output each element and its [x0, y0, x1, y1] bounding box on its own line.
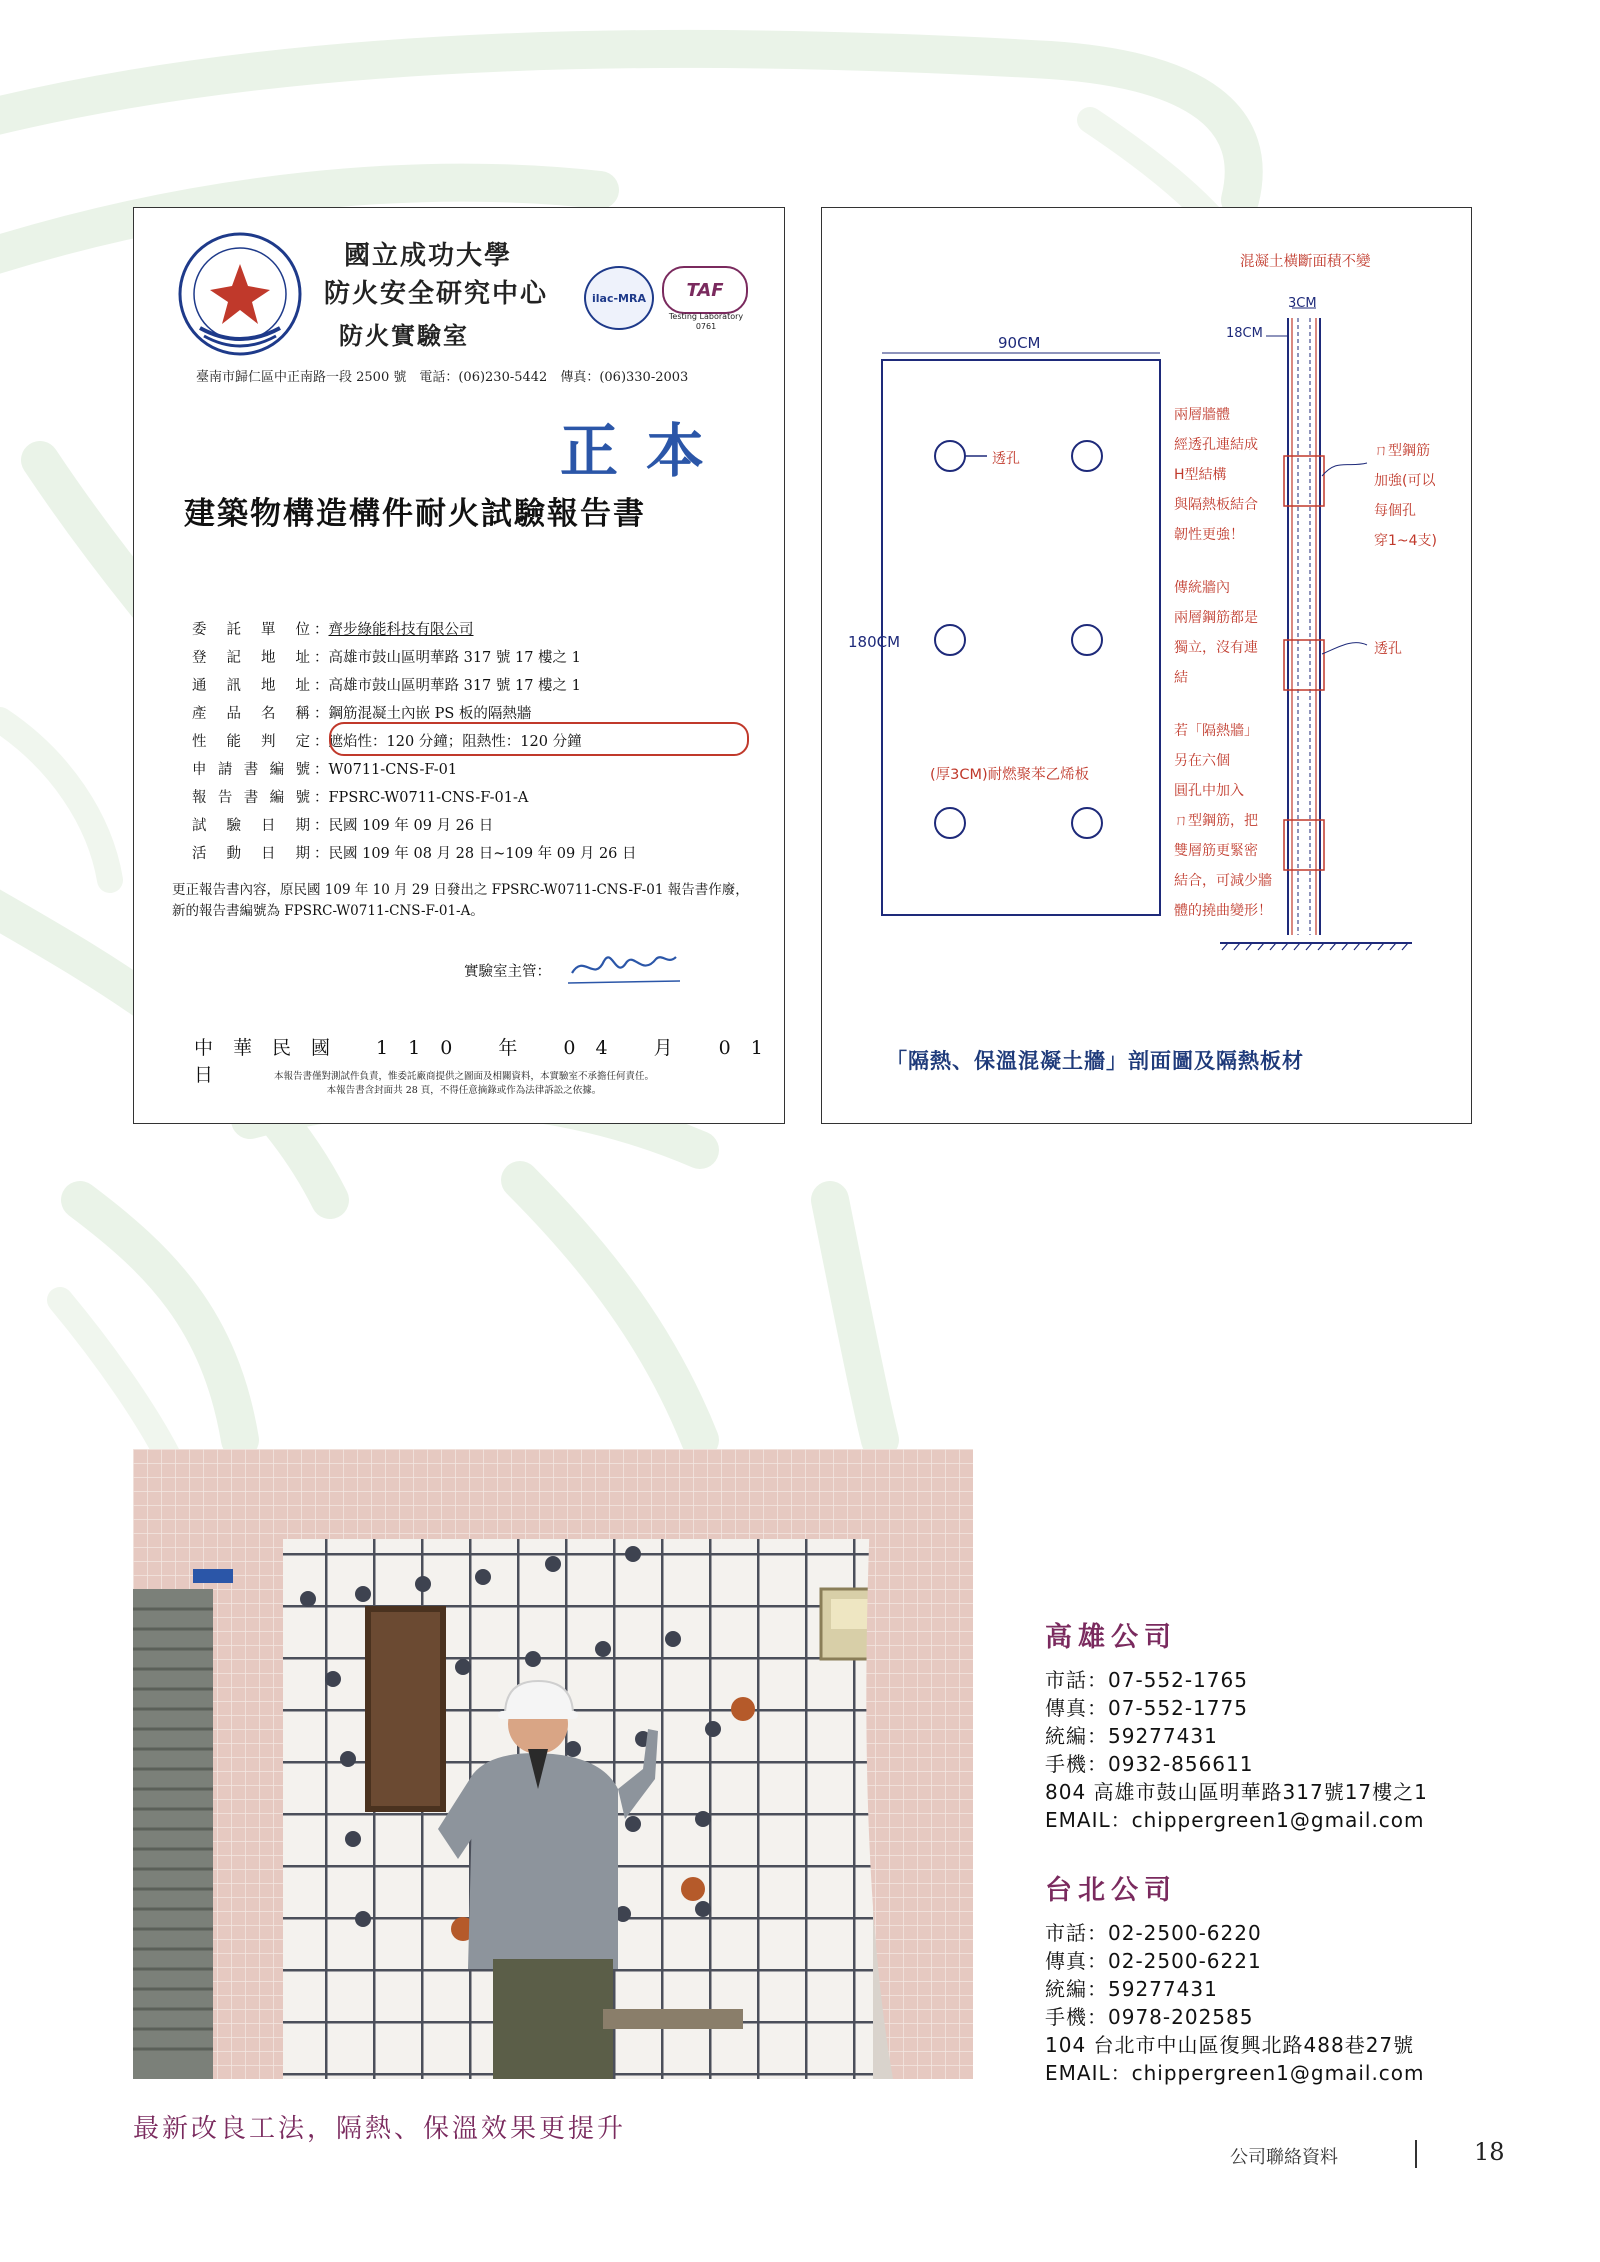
kaohsiung-company-title: 高雄公司 — [1045, 1622, 1177, 1653]
certificate-title: 建築物構造構件耐火試驗報告書 — [184, 496, 646, 532]
board-label: (厚3CM)耐燃聚苯乙烯板 — [930, 767, 1090, 783]
performance-highlight-oval — [329, 722, 749, 756]
taf-subtext: Testing Laboratory 0761 — [668, 312, 744, 331]
cert-row: 通訊地址 ：高雄市鼓山區明華路 317 號 17 樓之 1 — [192, 678, 581, 694]
correction-note: 更正報告書內容，原民國 109 年 10 月 29 日發出之 FPSRC-W0711-CNS-F-01 報告書作廢，新的報告書編號為 FPSRC-W0711-CNS-F-01-A。 — [172, 882, 749, 919]
ilac-mra-logo: ilac-MRA — [584, 266, 654, 330]
fire-test-certificate — [133, 207, 785, 1124]
supervisor-label: 實驗室主管： — [464, 964, 551, 980]
dim-180cm: 180CM — [848, 633, 901, 651]
cert-row: 委託單位 ：齊步綠能科技有限公司 — [192, 622, 474, 638]
cert-footnote: 本報告書僅對測試件負責，惟委託廠商提供之圖面及相關資料，本實驗室不承擔任何責任。 本報告書含封面共 28 頁，不得任意摘錄或作為法律訴訟之依據。 — [273, 1071, 654, 1096]
text-block-rebar: 若「隔熱牆」 另在六個 圓孔中加入 ㄇ型鋼筋，把 雙層筋更緊密 結合，可減少牆 體的撓曲變形！ — [1174, 723, 1272, 919]
cert-row: 活動日期 ：民國 109 年 08 月 28 日~109 年 09 月 26 日 — [192, 846, 637, 862]
taf-logo: TAF — [662, 266, 748, 314]
diagram-caption: 「隔熱、保溫混凝土牆」剖面圖及隔熱板材 — [886, 1049, 1304, 1073]
cert-row: 申請書編號 ：W0711-CNS-F-01 — [192, 762, 458, 778]
cert-header-university: 國立成功大學 — [344, 241, 513, 271]
taipei-tax-id: 統編：59277431 — [1045, 1977, 1218, 2001]
dim-18cm: 18CM — [1226, 326, 1263, 341]
taipei-phone: 市話：02-2500-6220 — [1045, 1921, 1262, 1945]
ncku-fire-lab-logo — [176, 230, 304, 358]
kaohsiung-address: 804 高雄市鼓山區明華路317號17樓之1 — [1045, 1780, 1428, 1804]
dim-3cm: 3CM — [1288, 296, 1317, 311]
construction-photo — [133, 1449, 973, 2079]
photo-caption: 最新改良工法，隔熱、保溫效果更提升 — [133, 2114, 627, 2144]
taipei-address: 104 台北市中山區復興北路488巷27號 — [1045, 2033, 1415, 2057]
rebar-note: ㄇ型鋼筋 加強(可以 每個孔 穿1~4支) — [1374, 443, 1438, 549]
signature — [564, 943, 684, 989]
diagram-drawing — [822, 208, 1471, 1123]
footer-section-label: 公司聯絡資料 — [1230, 2147, 1338, 2168]
kaohsiung-email[interactable]: EMAIL：chippergreen1@gmail.com — [1045, 1808, 1425, 1832]
cert-header-center: 防火安全研究中心 — [324, 279, 549, 309]
cert-address-line: 臺南市歸仁區中正南路一段 2500 號 電話：(06)230-5442 傳真：(06)330-2003 — [196, 370, 689, 385]
cert-header-lab: 防火實驗室 — [339, 321, 469, 350]
wall-rebar-photo — [133, 1449, 973, 2079]
original-copy-stamp: 正本 — [560, 417, 733, 485]
dim-90cm: 90CM — [998, 334, 1041, 352]
cert-row: 登記地址 ：高雄市鼓山區明華路 317 號 17 樓之 1 — [192, 650, 581, 666]
cert-row: 產品名稱 ：鋼筋混凝土內嵌 PS 板的隔熱牆 — [192, 706, 532, 722]
hole-label-right: 透孔 — [1374, 641, 1402, 657]
cert-row: 試驗日期 ：民國 109 年 09 月 26 日 — [192, 818, 494, 834]
cert-row: 性能判定 ：遮焰性：120 分鐘；阻熱性：120 分鐘 — [192, 734, 582, 750]
taipei-fax: 傳真：02-2500-6221 — [1045, 1949, 1262, 1973]
cert-row: 報告書編號 ：FPSRC-W0711-CNS-F-01-A — [192, 790, 529, 806]
wall-section-diagram — [821, 207, 1472, 1124]
text-block-traditional: 傳統牆內 兩層鋼筋都是 獨立，沒有連 結 — [1174, 580, 1258, 686]
taipei-company-title: 台北公司 — [1045, 1875, 1177, 1906]
kaohsiung-fax: 傳真：07-552-1775 — [1045, 1696, 1248, 1720]
page-number: 18 — [1474, 2138, 1505, 2166]
hole-label: 透孔 — [992, 451, 1020, 467]
kaohsiung-phone: 市話：07-552-1765 — [1045, 1668, 1248, 1692]
taipei-email[interactable]: EMAIL：chippergreen1@gmail.com — [1045, 2061, 1425, 2085]
kaohsiung-tax-id: 統編：59277431 — [1045, 1724, 1218, 1748]
text-block-h-structure: 兩層牆體 經透孔連結成 H型結構 與隔熱板結合 韌性更強！ — [1174, 407, 1258, 543]
top-note: 混凝土橫斷面積不變 — [1240, 254, 1371, 270]
taipei-mobile: 手機：0978-202585 — [1045, 2005, 1254, 2029]
kaohsiung-mobile: 手機：0932-856611 — [1045, 1752, 1254, 1776]
issue-date: 中華民國 110 年 04 月 01 日 — [194, 1037, 783, 1086]
footer-divider — [1415, 2140, 1417, 2168]
